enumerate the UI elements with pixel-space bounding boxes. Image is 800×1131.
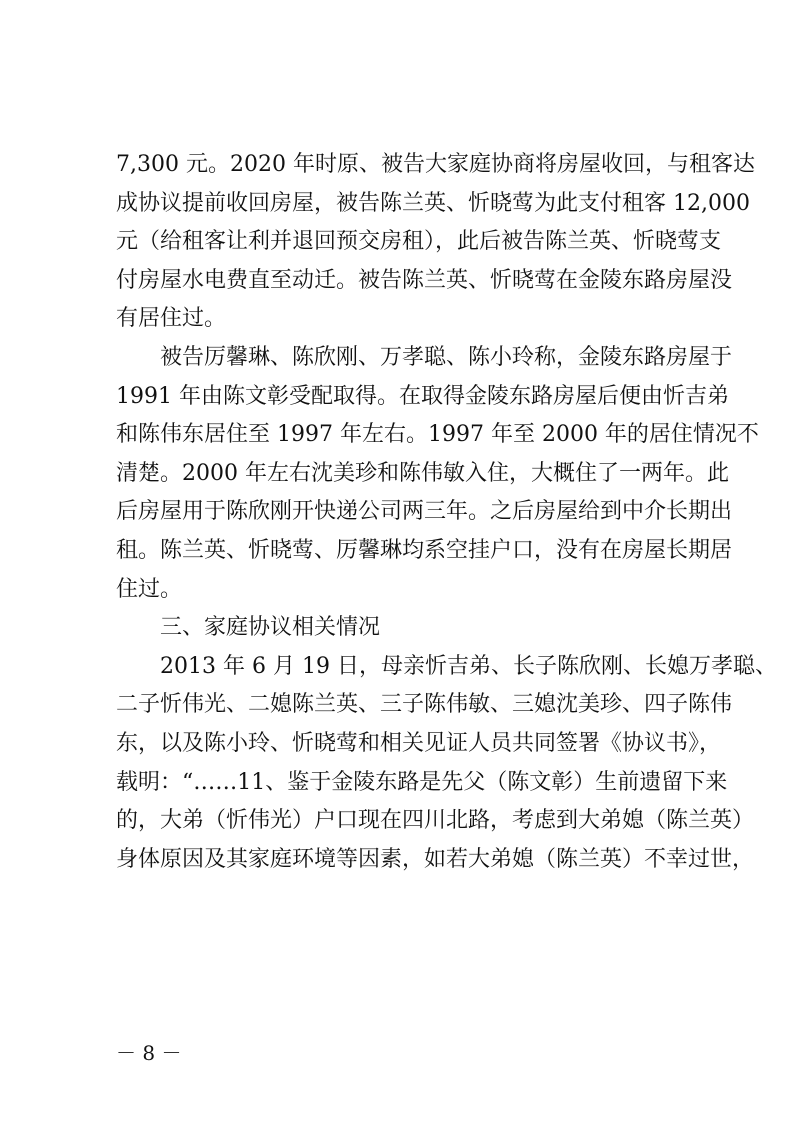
paragraph-line: 租。陈兰英、忻晓莺、厉馨琳均系空挂户口，没有在房屋长期居 — [116, 537, 733, 563]
paragraph-line: 载明：“……11、鉴于金陵东路是先父（陈文彰）生前遗留下来 — [116, 769, 728, 795]
section-heading: 三、家庭协议相关情况 — [160, 615, 381, 641]
paragraph-line: 和陈伟东居住至 1997 年左右。1997 年至 2000 年的居住情况不 — [116, 422, 759, 448]
paragraph-line: 二子忻伟光、二媳陈兰英、三子陈伟敏、三媳沈美珍、四子陈伟 — [116, 692, 733, 718]
paragraph-line: 有居住过。 — [116, 306, 227, 332]
document-body — [116, 146, 777, 879]
paragraph-line: 元（给租客让利并退回预交房租），此后被告陈兰英、忻晓莺支 — [116, 229, 722, 255]
paragraph-line: 的，大弟（忻伟光）户口现在四川北路，考虑到大弟媳（陈兰英） — [116, 808, 755, 834]
paragraph-line: 清楚。2000 年左右沈美珍和陈伟敏入住，大概住了一两年。此 — [116, 460, 729, 486]
paragraph-line: 身体原因及其家庭环境等因素，如若大弟媳（陈兰英）不幸过世， — [116, 846, 755, 872]
paragraph-line: 2013 年 6 月 19 日，母亲忻吉弟、长子陈欣刚、长媳万孝聪、 — [160, 653, 777, 679]
paragraph-line: 1991 年由陈文彰受配取得。在取得金陵东路房屋后便由忻吉弟 — [116, 383, 729, 409]
paragraph-line: 住过。 — [116, 576, 183, 602]
paragraph-line: 成协议提前收回房屋，被告陈兰英、忻晓莺为此支付租客 12,000 — [116, 190, 750, 216]
paragraph-line: 7,300 元。2020 年时原、被告大家庭协商将房屋收回，与租客达 — [116, 152, 755, 177]
page-number: － 8 － — [116, 1041, 182, 1065]
paragraph-line: 东，以及陈小玲、忻晓莺和相关见证人员共同签署《协议书》， — [116, 730, 722, 756]
paragraph-line: 被告厉馨琳、陈欣刚、万孝聪、陈小玲称，金陵东路房屋于 — [160, 344, 733, 370]
paragraph-line: 后房屋用于陈欣刚开快递公司两三年。之后房屋给到中介长期出 — [116, 499, 733, 525]
paragraph-line: 付房屋水电费直至动迁。被告陈兰英、忻晓莺在金陵东路房屋没 — [116, 267, 733, 293]
